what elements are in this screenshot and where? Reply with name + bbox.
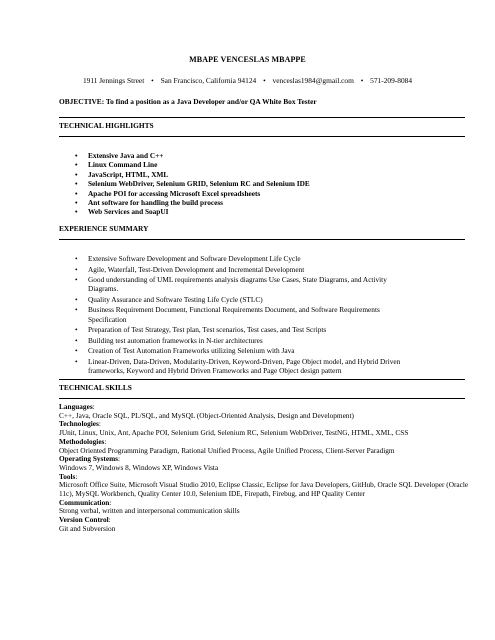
methodologies-label: Methodologies — [59, 436, 105, 446]
colon: : — [117, 454, 121, 464]
list-item: • Quality Assurance and Software Testing Life Cycle (STLC) — [75, 295, 410, 304]
candidate-name: MBAPE VENCESLAS MBAPPE — [189, 55, 306, 64]
city: San Francisco, California 94124 — [160, 76, 257, 85]
operating-systems-label: Operating Systems — [59, 454, 118, 464]
divider — [59, 398, 465, 399]
colon: : — [109, 497, 112, 507]
list-item: • Agile, Waterfall, Test-Driven Development and Incremental Development — [75, 265, 410, 274]
version-control-label: Version Control — [59, 515, 109, 525]
list-item: • Linear-Driven, Data-Driven, Modularity-Driven, Keyword-Driven, Page Object model, and Hybrid Driven frameworks, Keyword and Hybrid Driven Frameworks and Page Object design pattern — [75, 357, 410, 376]
os-value: Windows 7, Windows 8, Windows XP, Windows Vista — [59, 462, 219, 472]
separator: • — [360, 76, 364, 85]
email-link[interactable]: venceslas1984@gmail.com — [272, 76, 354, 85]
technical-highlights-heading: TECHNICAL HIGHLIGHTS — [59, 121, 154, 130]
divider — [59, 136, 465, 137]
list-item: • Business Requirement Document, Functional Requirements Document, and Software Requirements Specification — [75, 305, 410, 324]
version-control-label-row — [59, 516, 469, 525]
technologies-value: JUnit, Linux, Unix, Ant, Apache POI, Selenium Grid, Selenium RC, Selenium WebDriver, TestNG, HTML, XML, CSS — [59, 428, 409, 438]
separator: • — [151, 76, 154, 85]
list-item: • Building test automation frameworks in N-tier architectures — [75, 336, 410, 345]
divider — [59, 239, 465, 240]
languages-value: C++, Java, Oracle SQL, PL/SQL, and MySQL (Object-Oriented Analysis, Design and Development) — [59, 410, 354, 420]
technical-highlights-list — [75, 151, 455, 217]
contact-line — [0, 76, 495, 85]
technical-skills-heading: TECHNICAL SKILLS — [59, 383, 132, 392]
tools-label: Tools — [59, 471, 76, 481]
experience-summary-list — [75, 254, 410, 377]
technologies-label: Technologies — [59, 419, 99, 429]
communication-label: Communication — [59, 497, 110, 507]
separator: • — [263, 76, 266, 85]
list-item: • Linux Command Line — [75, 160, 455, 169]
version-control-value: Git and Subversion — [59, 523, 116, 533]
communication-value: Strong verbal, written and interpersonal communication skills — [59, 506, 240, 516]
list-item: • Web Services and SoapUI — [75, 207, 455, 216]
list-item: • Apache POI for accessing Microsoft Excel spreadsheets — [75, 189, 455, 198]
colon: : — [104, 436, 107, 446]
list-item: • JavaScript, HTML, XML — [75, 170, 455, 179]
list-item: • Extensive Java and C++ — [75, 151, 455, 160]
tools-value: Microsoft Office Suite, Microsoft Visual Studio 2010, Eclipse Classic, Eclipse for Java Developers, GitHub, Oracle SQL Developer (Oracle 11c), MySQL Workbench, Quality Center 10.0, Selenium IDE, Firepath, Firebug, and HP Quality Center — [59, 480, 469, 499]
list-item: • Good understanding of UML requirements analysis diagrams Use Cases, State Diagrams, and Activity Diagrams. — [75, 275, 410, 294]
list-item: • Extensive Software Development and Software Development Life Cycle — [75, 254, 410, 263]
technical-skills-section — [59, 403, 469, 534]
phone: 571-209-8084 — [370, 76, 413, 85]
colon: : — [75, 471, 78, 481]
colon: : — [98, 419, 101, 429]
list-item: • Preparation of Test Strategy, Test plan, Test scenarios, Test cases, and Test Scripts — [75, 325, 410, 334]
list-item: • Ant software for handling the build process — [75, 198, 455, 207]
objective-statement: OBJECTIVE: To find a position as a Java Developer and/or QA White Box Tester — [59, 97, 317, 106]
divider — [59, 117, 465, 118]
experience-summary-heading: EXPERIENCE SUMMARY — [59, 224, 149, 233]
address: 1911 Jennings Street — [82, 76, 145, 85]
colon: : — [92, 402, 95, 411]
list-item: • Creation of Test Automation Frameworks utilizing Selenium with Java — [75, 346, 410, 355]
list-item: • Selenium WebDriver, Selenium GRID, Selenium RC and Selenium IDE — [75, 179, 455, 188]
colon: : — [108, 515, 111, 525]
divider — [59, 379, 465, 380]
methodologies-value: Object Oriented Programming Paradigm, Rational Unified Process, Agile Unified Process, Client-Server Paradigm — [59, 445, 395, 455]
languages-label: Languages — [59, 402, 93, 411]
